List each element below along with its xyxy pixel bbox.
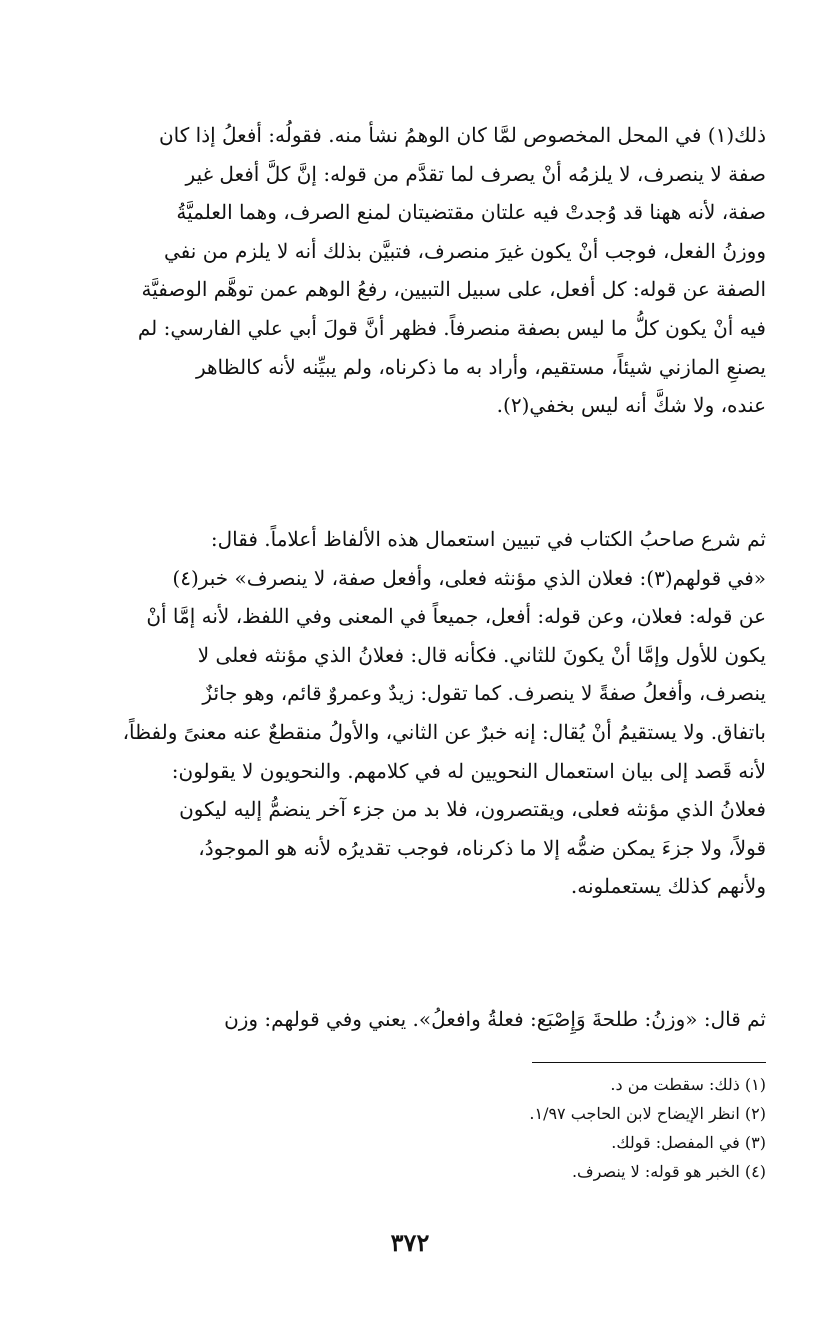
paragraph-3 (54, 1000, 766, 1039)
text-line: يكون للأول وإمَّا أنْ يكونَ للثاني. فكأنه قال: فعلانُ الذي مؤنثه فعلى لا (197, 642, 766, 667)
text-line: الصفة عن قوله: كل أفعل، على سبيل التبيين، رفعُ الوهم عمن توهَّم الوصفيَّة (141, 277, 766, 302)
footnotes (300, 1070, 766, 1186)
text-line: قولاً، ولا جزءَ يمكن ضمُّه إلا ما ذكرناه، فوجب تقديرُه لأنه هو الموجودُ، (198, 835, 766, 860)
text-line: فعلانُ الذي مؤنثه فعلى، ويقتصرون، فلا بد من جزء آخر ينضمُّ إليه ليكون (179, 797, 766, 822)
text-line: لأنه قَصد إلى بيان استعمال النحويين له في كلامهم. والنحويون لا يقولون: (171, 758, 766, 783)
page-number: ٣٧٢ (390, 1228, 430, 1257)
text-line: «في قولهم(٣): فعلان الذي مؤنثه فعلى، وأفعل صفة، لا ينصرف» خبر(٤) (172, 565, 766, 590)
text-line: فيه أنْ يكون كلُّ ما ليس بصفة منصرفاً. فظهر أنَّ قولَ أبي علي الفارسي: لم (137, 315, 766, 340)
footnote-1: (١) ذلك: سقطت من د. (610, 1075, 766, 1094)
footnote-3: (٣) في المفصل: قولك. (611, 1133, 766, 1152)
footnote-divider (532, 1062, 766, 1063)
footnote-4: (٤) الخبر هو قوله: لا ينصرف. (571, 1162, 766, 1181)
paragraph-2 (54, 520, 766, 906)
text-line: ثم قال: «وزنُ: طلحةَ وَإِصْبَع: فعلةُ وافعلُ». يعني وفي قولهم: وزن (224, 1007, 766, 1031)
text-line: ووزنُ الفعل، فوجب أنْ يكون غيرَ منصرف، فتبيَّن بذلك أنه لا يلزم من نفي (164, 238, 766, 263)
text-line: ولأنهم كذلك يستعملونه. (570, 874, 766, 899)
text-line: ثم شرع صاحبُ الكتاب في تبيين استعمال هذه الألفاظ أعلاماً. فقال: (210, 527, 766, 551)
text-line: ينصرف، وأفعلُ صفةً لا ينصرف. كما تقول: زيدٌ وعمروٌ قائم، وهو جائزٌ (202, 681, 766, 706)
text-line: ذلك(١) في المحل المخصوص لمَّا كان الوهمُ نشأ منه. فقولُه: أفعلُ إذا كان (158, 123, 766, 147)
text-line: صفة لا ينصرف، لا يلزمُه أنْ يصرف لما تقدَّم من قوله: إنَّ كلَّ أفعل غير (185, 161, 766, 186)
text-line: يصنعِ المازني شيئاً، مستقيم، وأراد به ما ذكرناه، ولم يبيِّنه لأنه كالظاهر (195, 354, 766, 379)
text-line: باتفاق. ولا يستقيمُ أنْ يُقال: إنه خبرٌ عن الثاني، والأولُ منقطعٌ عنه معنىً ولفظاً، (122, 719, 766, 744)
paragraph-1 (54, 116, 766, 425)
text-line: عنده، ولا شكَّ أنه ليس بخفي(٢). (496, 393, 766, 418)
footnote-2: (٢) انظر الإيضاح لابن الحاجب ١/٩٧. (529, 1104, 766, 1123)
text-line: صفة، لأنه ههنا قد وُجدتْ فيه علتان مقتضيتان لمنع الصرف، وهما العلميَّةُ (176, 200, 766, 225)
text-line: عن قوله: فعلان، وعن قوله: أفعل، جميعاً في المعنى وفي اللفظ، لأنه إمَّا أنْ (146, 604, 766, 629)
